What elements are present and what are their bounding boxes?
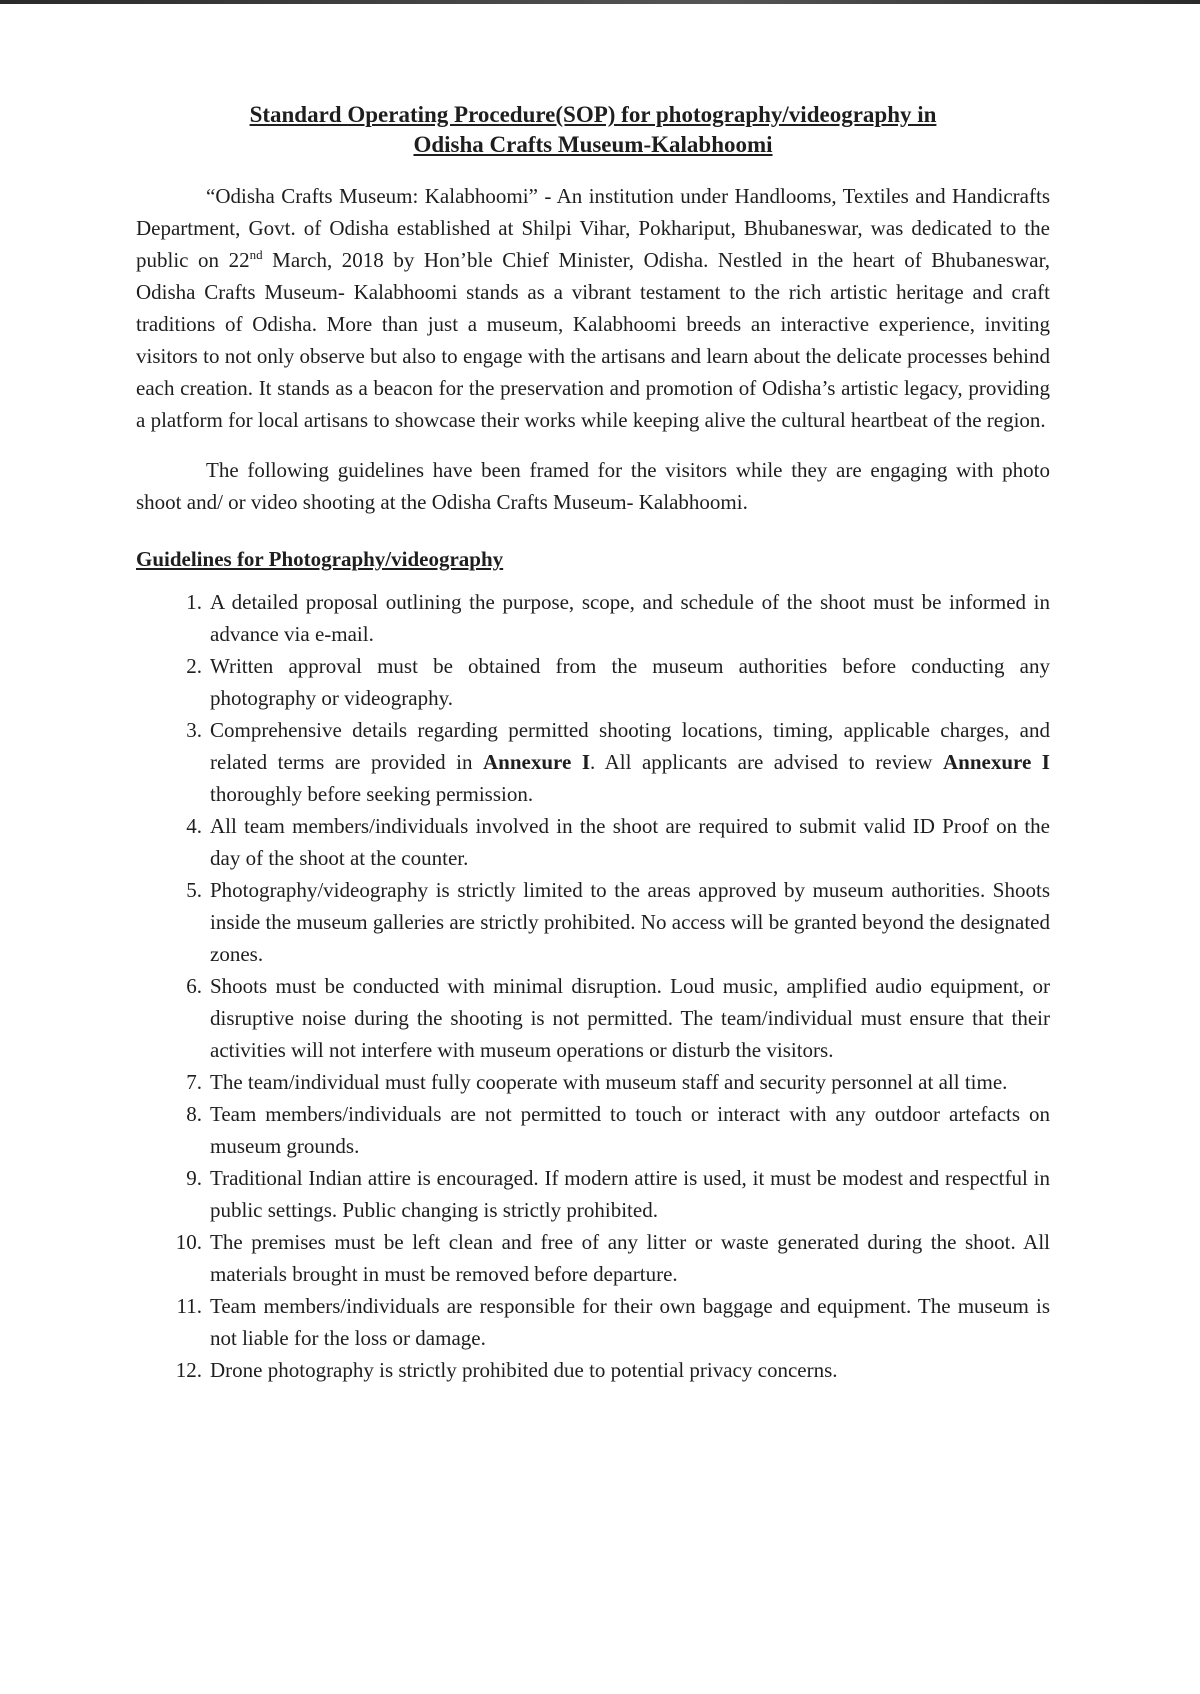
guideline-item <box>136 650 1050 714</box>
guideline-number: 1. <box>186 590 202 614</box>
guideline-text: Team members/individuals are responsible for their own baggage and equipment. The museum is not liable for the loss or damage. <box>210 1294 1050 1350</box>
guideline-text: Photography/videography is strictly limited to the areas approved by museum authorities. Shoots inside the museum galleries are strictly prohibited. No access will be granted beyond the designated zones. <box>210 878 1050 966</box>
guideline-text: Team members/individuals are not permitted to touch or interact with any outdoor artefacts on museum grounds. <box>210 1102 1050 1158</box>
guideline-text: A detailed proposal outlining the purpose, scope, and schedule of the shoot must be informed in advance via e-mail. <box>210 590 1050 646</box>
guideline-text: The team/individual must fully cooperate with museum staff and security personnel at all time. <box>210 1070 1008 1094</box>
guideline-number: 9. <box>186 1166 202 1190</box>
guideline-item <box>136 1290 1050 1354</box>
guideline-number: 7. <box>186 1070 202 1094</box>
intro-text-part-2: March, 2018 by Hon’ble Chief Minister, Odisha. Nestled in the heart of Bhubaneswar, Odisha Crafts Museum- Kalabhoomi stands as a vibrant testament to the rich artistic heritage and craft traditions of Odisha. More than just a museum, Kalabhoomi breeds an interactive experience, inviting visitors to not only observe but also to engage with the artisans and learn about the delicate processes behind each creation. It stands as a beacon for the preservation and promotion of Odisha’s artistic legacy, providing a platform for local artisans to showcase their works while keeping alive the cultural heartbeat of the region. <box>136 248 1050 432</box>
guidelines-list <box>136 586 1050 1386</box>
guideline-number: 4. <box>186 814 202 838</box>
title-line-2: Odisha Crafts Museum-Kalabhoomi <box>413 132 773 157</box>
guideline-number: 10. <box>175 1230 202 1254</box>
guideline-text: All team members/individuals involved in the shoot are required to submit valid ID Proof on the day of the shoot at the counter. <box>210 814 1050 870</box>
document-page <box>136 100 1050 1386</box>
guideline-number: 8. <box>186 1102 202 1126</box>
guideline-text: The premises must be left clean and free of any litter or waste generated during the shoot. All materials brought in must be removed before departure. <box>210 1230 1050 1286</box>
guideline-text: Shoots must be conducted with minimal disruption. Loud music, amplified audio equipment, or disruptive noise during the shooting is not permitted. The team/individual must ensure that their activities will not interfere with museum operations or disturb the visitors. <box>210 974 1050 1062</box>
guideline-number: 12. <box>175 1358 202 1382</box>
guideline-text-b: . All applicants are advised to review <box>590 750 943 774</box>
following-paragraph: The following guidelines have been framed for the visitors while they are engaging with photo shoot and/ or video shooting at the Odisha Crafts Museum- Kalabhoomi. <box>136 458 1050 514</box>
guidelines-heading: Guidelines for Photography/videography <box>136 547 504 571</box>
guideline-text-a: Comprehensive details regarding permitted shooting locations, timing, applicable charges, and related terms are provided in <box>210 718 1050 774</box>
guideline-number: 6. <box>186 974 202 998</box>
document-title <box>136 100 1050 160</box>
date-superscript: nd <box>249 247 263 262</box>
guideline-item <box>136 1226 1050 1290</box>
scan-top-edge <box>0 0 1200 4</box>
guideline-item <box>136 1354 1050 1386</box>
guideline-text: Written approval must be obtained from the museum authorities before conducting any photography or videography. <box>210 654 1050 710</box>
intro-paragraph <box>136 180 1050 436</box>
guideline-text-c: thoroughly before seeking permission. <box>210 782 534 806</box>
guideline-item <box>136 1162 1050 1226</box>
annexure-reference: Annexure I <box>942 750 1050 774</box>
guideline-number: 2. <box>186 654 202 678</box>
guideline-number: 5. <box>186 878 202 902</box>
guideline-text: Traditional Indian attire is encouraged. If modern attire is used, it must be modest and respectful in public settings. Public changing is strictly prohibited. <box>210 1166 1050 1222</box>
guideline-item <box>136 714 1050 810</box>
intro-text-part-1: “Odisha Crafts Museum: Kalabhoomi” - An institution under Handlooms, Textiles and Handicrafts Department, Govt. of Odisha established at Shilpi Vihar, Pokhariput, Bhubaneswar, was dedicated to the public on 22 <box>136 184 1050 272</box>
title-line-1: Standard Operating Procedure(SOP) for photography/videography in <box>249 102 937 127</box>
guideline-item <box>136 586 1050 650</box>
guideline-text: Drone photography is strictly prohibited due to potential privacy concerns. <box>210 1358 838 1382</box>
guideline-item <box>136 810 1050 874</box>
guideline-item <box>136 970 1050 1066</box>
guideline-item <box>136 874 1050 970</box>
guideline-number: 11. <box>176 1294 202 1318</box>
annexure-reference: Annexure I <box>483 750 590 774</box>
guideline-item <box>136 1098 1050 1162</box>
guideline-item <box>136 1066 1050 1098</box>
guideline-number: 3. <box>186 718 202 742</box>
